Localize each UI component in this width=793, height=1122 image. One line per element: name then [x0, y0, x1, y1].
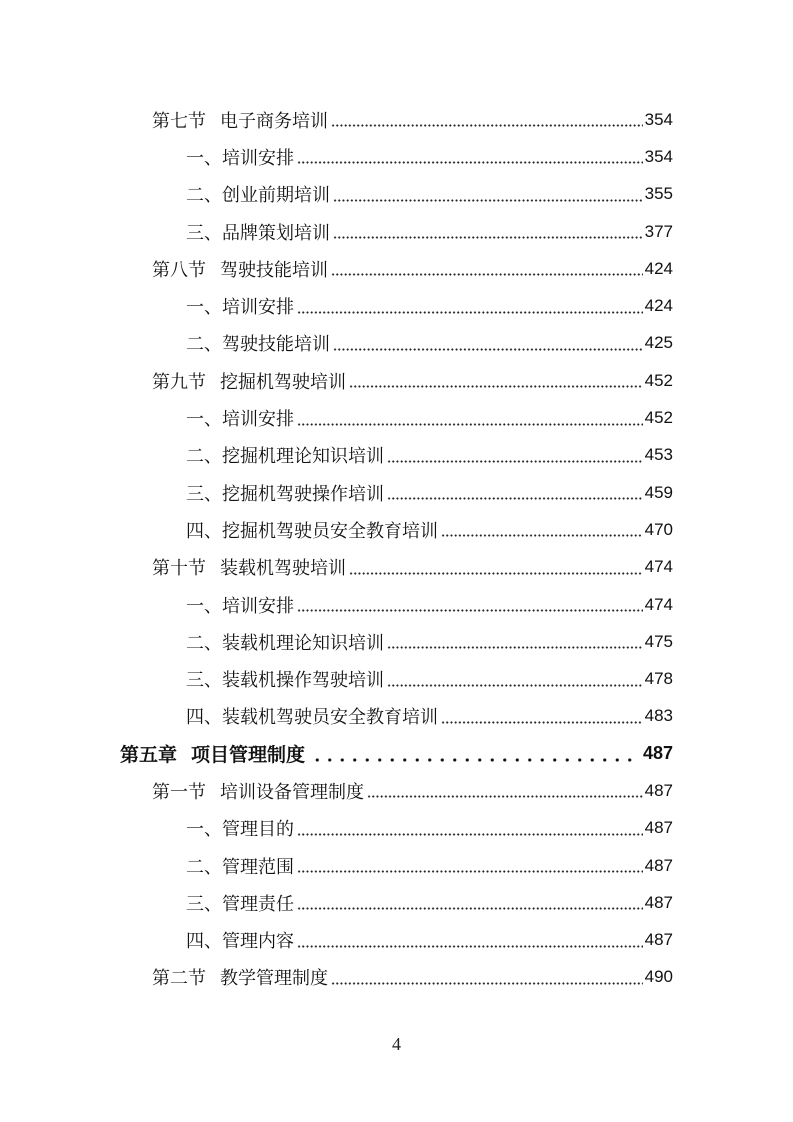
toc-entry-page: 487 [644, 892, 673, 912]
toc-entry-title: 驾驶技能培训 [220, 259, 328, 281]
toc-entry-label [186, 927, 294, 953]
toc-entry-number: 一、 [186, 409, 222, 431]
toc-entry-number: 四、 [186, 931, 222, 953]
toc-entry-title: 品牌策划培训 [222, 222, 330, 244]
toc-entry-item[interactable] [0, 138, 673, 175]
toc-entry-item[interactable] [0, 660, 673, 697]
dot-leader [297, 609, 643, 612]
toc-entry-page: 487 [644, 780, 673, 800]
toc-entry-label [186, 703, 438, 729]
toc-entry-label [186, 219, 330, 245]
toc-entry-page: 377 [644, 221, 673, 241]
toc-entry-title: 装载机操作驾驶培训 [222, 670, 384, 692]
toc-entry-title: 电子商务培训 [220, 110, 328, 132]
toc-entry-item[interactable] [0, 287, 673, 324]
toc-entry-number: 二、 [186, 185, 222, 207]
toc-entry-item[interactable] [0, 623, 673, 660]
dot-leader [331, 982, 643, 985]
toc-entry-number: 三、 [186, 670, 222, 692]
toc-entry-title: 装载机驾驶员安全教育培训 [222, 707, 438, 729]
dot-leader [297, 870, 643, 873]
toc-entry-number: 一、 [186, 147, 222, 169]
toc-entry-label [186, 330, 330, 356]
toc-entry-number: 第一节 [152, 781, 206, 803]
toc-entry-page: 487 [644, 818, 673, 838]
toc-entry-label [186, 853, 294, 879]
dot-leader [297, 945, 643, 948]
dot-leader [349, 572, 643, 575]
toc-entry-item[interactable] [0, 810, 673, 847]
toc-entry-page: 475 [644, 631, 673, 651]
toc-entry-title: 管理范围 [222, 856, 294, 878]
toc-entry-item[interactable] [0, 213, 673, 250]
dot-leader [333, 348, 643, 351]
toc-entry-page: 487 [644, 930, 673, 950]
dot-leader [441, 534, 643, 537]
dot-leader [331, 273, 643, 276]
dot-leader [349, 385, 643, 388]
toc-entry-title: 管理目的 [222, 819, 294, 841]
toc-entry-section[interactable] [0, 959, 673, 996]
toc-entry-page: 453 [644, 445, 673, 465]
toc-entry-item[interactable] [0, 437, 673, 474]
dot-leader [331, 124, 643, 127]
toc-entry-page: 424 [644, 296, 673, 316]
toc-entry-section[interactable] [0, 362, 673, 399]
toc-entry-page: 478 [644, 669, 673, 689]
toc-entry-item[interactable] [0, 586, 673, 623]
toc-entry-item[interactable] [0, 922, 673, 959]
toc-entry-item[interactable] [0, 325, 673, 362]
page-number: 4 [392, 1034, 401, 1054]
dot-leader [367, 795, 643, 798]
toc-entry-label [186, 666, 384, 692]
toc-entry-label [186, 815, 294, 841]
toc-entry-page: 487 [644, 855, 673, 875]
toc-entry-title: 装载机驾驶培训 [220, 558, 346, 580]
toc-entry-title: 教学管理制度 [220, 968, 328, 990]
toc-entry-page: 424 [644, 258, 673, 278]
toc-entry-section[interactable] [0, 101, 673, 138]
dot-leader [297, 311, 643, 314]
toc-entry-page: 474 [644, 557, 673, 577]
toc-entry-title: 项目管理制度 [191, 744, 306, 767]
toc-entry-page: 474 [644, 594, 673, 614]
toc-entry-number: 第二节 [152, 968, 206, 990]
toc-entry-number: 第七节 [152, 110, 206, 132]
toc-entry-page: 354 [644, 109, 673, 129]
toc-entry-title: 挖掘机理论知识培训 [222, 446, 384, 468]
toc-entry-number: 四、 [186, 520, 222, 542]
toc-entry-number: 三、 [186, 893, 222, 915]
toc-entry-item[interactable] [0, 847, 673, 884]
toc-entry-number: 二、 [186, 446, 222, 468]
toc-entry-page: 452 [644, 370, 673, 390]
toc-entry-label [120, 740, 305, 767]
toc-entry-page: 452 [644, 408, 673, 428]
dot-leader [387, 497, 643, 500]
toc-entry-label [186, 144, 294, 170]
toc-entry-label [186, 442, 384, 468]
dot-leader [297, 833, 643, 836]
toc-entry-label [186, 629, 384, 655]
table-of-contents [0, 101, 793, 996]
toc-entry-title: 挖掘机驾驶培训 [220, 371, 346, 393]
toc-entry-title: 管理内容 [222, 931, 294, 953]
toc-entry-number: 一、 [186, 819, 222, 841]
toc-entry-number: 第八节 [152, 259, 206, 281]
toc-entry-number: 第五章 [120, 744, 178, 767]
toc-entry-title: 培训安排 [222, 595, 294, 617]
toc-entry-section[interactable] [0, 549, 673, 586]
toc-entry-label [152, 554, 346, 580]
toc-entry-page: 470 [644, 519, 673, 539]
dot-leader [387, 460, 643, 463]
dot-leader [333, 199, 643, 202]
toc-entry-number: 二、 [186, 334, 222, 356]
toc-entry-label [186, 890, 294, 916]
toc-entry-label [186, 293, 294, 319]
dot-leader [387, 684, 643, 687]
dot-leader [297, 907, 643, 910]
toc-entry-title: 管理责任 [222, 893, 294, 915]
toc-entry-title: 培训设备管理制度 [220, 781, 364, 803]
toc-entry-label [152, 368, 346, 394]
toc-entry-title: 挖掘机驾驶操作培训 [222, 483, 384, 505]
toc-entry-page: 425 [644, 333, 673, 353]
toc-entry-item[interactable] [0, 474, 673, 511]
dot-leader [441, 721, 643, 724]
toc-entry-number: 四、 [186, 707, 222, 729]
toc-entry-number: 三、 [186, 483, 222, 505]
toc-entry-section[interactable] [0, 250, 673, 287]
toc-entry-number: 二、 [186, 856, 222, 878]
toc-entry-item[interactable] [0, 698, 673, 735]
toc-entry-title: 培训安排 [222, 147, 294, 169]
toc-entry-label [152, 964, 328, 990]
toc-entry-chapter[interactable] [0, 735, 673, 772]
toc-entry-label [186, 181, 330, 207]
toc-entry-page: 459 [644, 482, 673, 502]
toc-entry-item[interactable] [0, 399, 673, 436]
toc-entry-label [152, 256, 328, 282]
toc-entry-number: 第十节 [152, 558, 206, 580]
toc-entry-page: 483 [644, 706, 673, 726]
dot-leader [333, 236, 643, 239]
toc-entry-item[interactable] [0, 176, 673, 213]
toc-entry-label [186, 592, 294, 618]
dot-leader [311, 758, 637, 762]
toc-entry-page: 354 [644, 146, 673, 166]
toc-entry-number: 一、 [186, 297, 222, 319]
toc-entry-page: 490 [644, 967, 673, 987]
dot-leader [297, 161, 643, 164]
toc-entry-label [186, 517, 438, 543]
toc-entry-title: 创业前期培训 [222, 185, 330, 207]
toc-entry-title: 培训安排 [222, 297, 294, 319]
toc-entry-number: 二、 [186, 632, 222, 654]
toc-entry-page: 355 [644, 184, 673, 204]
toc-entry-title: 装载机理论知识培训 [222, 632, 384, 654]
toc-entry-number: 一、 [186, 595, 222, 617]
toc-entry-number: 三、 [186, 222, 222, 244]
toc-entry-title: 培训安排 [222, 409, 294, 431]
toc-entry-label [186, 405, 294, 431]
toc-entry-label [186, 480, 384, 506]
toc-entry-page: 487 [642, 743, 673, 764]
toc-entry-number: 第九节 [152, 371, 206, 393]
toc-entry-label [152, 778, 364, 804]
toc-entry-title: 挖掘机驾驶员安全教育培训 [222, 520, 438, 542]
toc-entry-label [152, 107, 328, 133]
toc-entry-item[interactable] [0, 884, 673, 921]
toc-entry-item[interactable] [0, 511, 673, 548]
toc-entry-section[interactable] [0, 772, 673, 809]
dot-leader [387, 646, 643, 649]
dot-leader [297, 423, 643, 426]
toc-entry-title: 驾驶技能培训 [222, 334, 330, 356]
